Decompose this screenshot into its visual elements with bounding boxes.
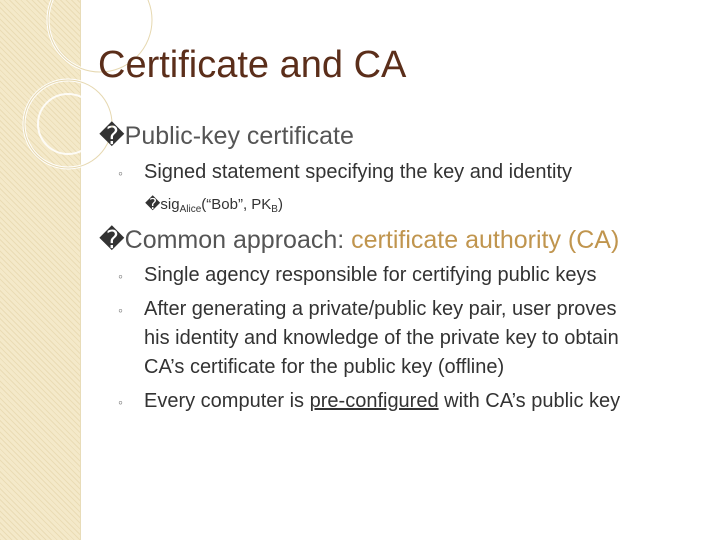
- bullet-marker: �: [99, 226, 125, 254]
- subbullet-after-generating-line-3: CA’s certificate for the public key (offline): [144, 356, 505, 378]
- subbullet-text-after: with CA’s public key: [444, 390, 621, 412]
- subbullet-marker: ◦: [118, 302, 123, 318]
- sig-prefix: sig: [160, 196, 180, 213]
- sig-args: (“Bob”, PK: [201, 196, 272, 213]
- subbullet-marker: ◦: [118, 394, 123, 410]
- underlined-term: pre-configured: [309, 390, 439, 412]
- bullet-public-key-certificate: [99, 121, 354, 151]
- signature-formula: [145, 195, 283, 215]
- subbullet-text: Single agency responsible for certifying public keys: [144, 264, 597, 286]
- bullet-common-approach: [99, 225, 619, 255]
- subbullet-text-line-1: After generating a private/public key pair, user proves: [144, 298, 617, 320]
- sig-subscript: Alice: [179, 204, 202, 215]
- bullet-marker: �: [99, 122, 125, 150]
- subbullet-every-computer: [118, 390, 620, 413]
- formula-marker: �: [145, 196, 161, 213]
- decorative-sidebar: [0, 0, 81, 540]
- subbullet-marker: ◦: [118, 268, 123, 284]
- pk-subscript: B: [271, 204, 278, 215]
- slide-title: Certificate and CA: [98, 44, 407, 86]
- subbullet-text: Signed statement specifying the key and identity: [144, 161, 573, 183]
- subbullet-text-before: Every computer is: [144, 390, 305, 412]
- subbullet-after-generating: [118, 298, 616, 321]
- sig-close: ): [277, 196, 283, 213]
- subbullet-signed-statement: [118, 161, 572, 184]
- bullet-text-main: Common approach:: [124, 226, 345, 254]
- bullet-text-emphasis: certificate authority (CA): [351, 226, 620, 254]
- subbullet-after-generating-line-2: his identity and knowledge of the private key to obtain: [144, 327, 619, 349]
- bullet-text: Public-key certificate: [124, 122, 354, 150]
- subbullet-marker: ◦: [118, 165, 123, 181]
- subbullet-single-agency: [118, 264, 596, 287]
